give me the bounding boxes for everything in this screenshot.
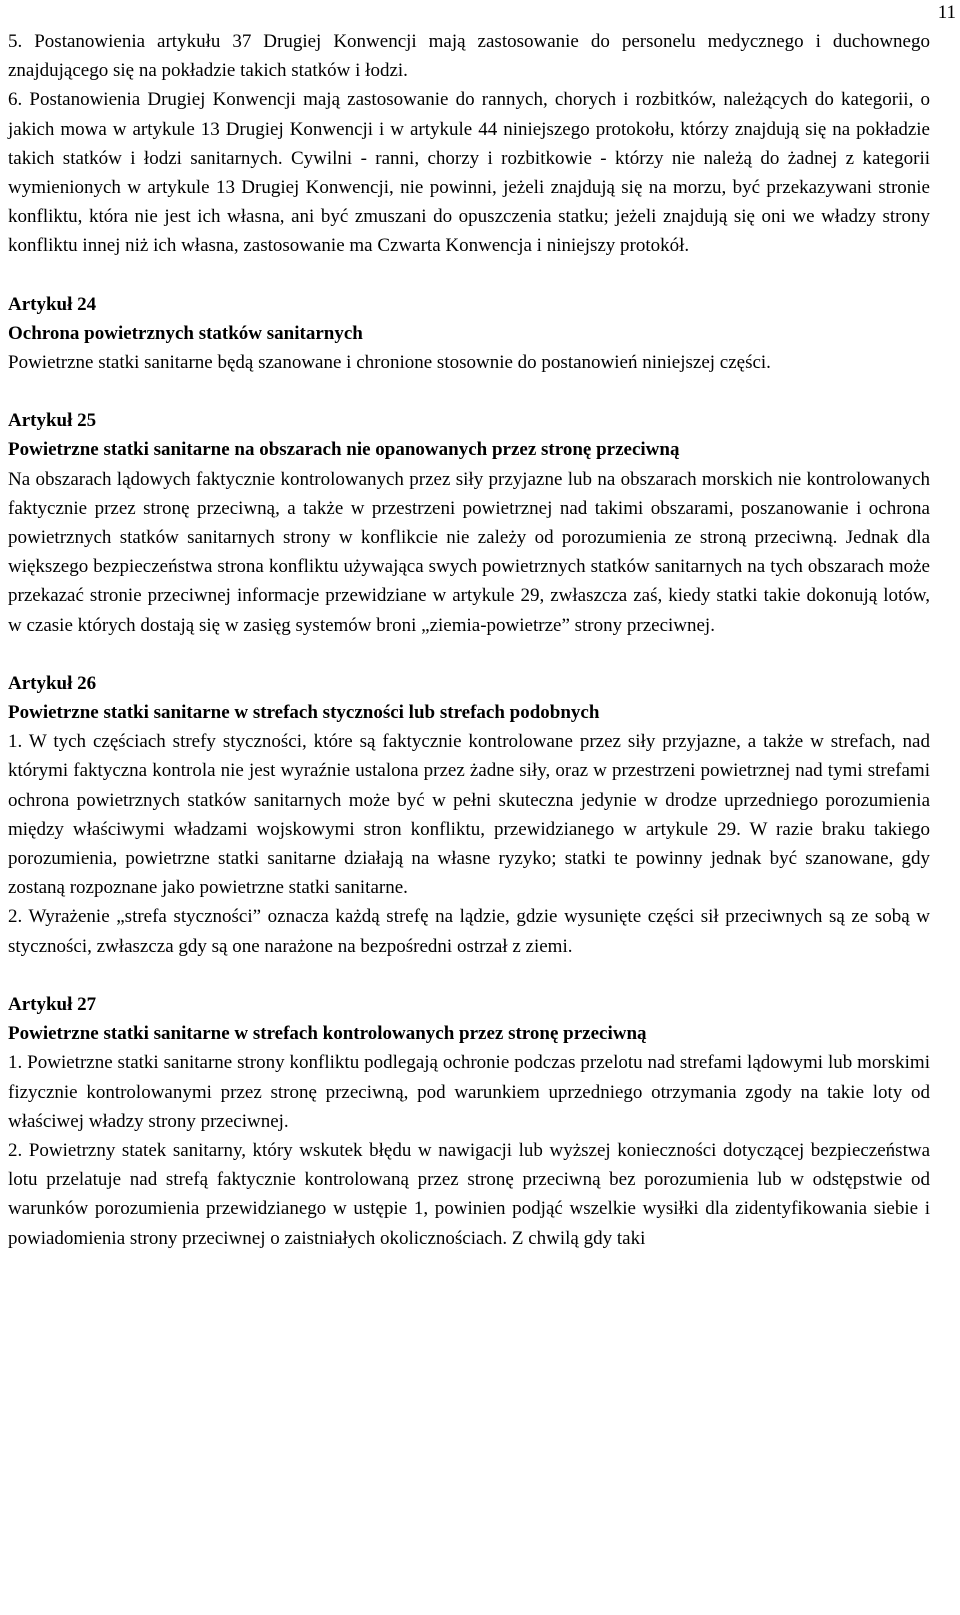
article-number: Artykuł 24 xyxy=(8,293,97,315)
article-paragraph: Na obszarach lądowych faktycznie kontrolowanych przez siły przyjazne lub na obszarach morskich nie kontrolowanych faktycznie przez stronę przeciwną, a także w przestrzeni powietrznej nad takimi obszarami, poszanowanie i ochrona powietrznych statków sanitarnych strony w konflikcie nie zależy od porozumienia ze stroną przeciwną. Jednak dla większego bezpieczeństwa strona konfliktu używająca swych powietrznych statków sanitarnych na tych obszarach może przekazać stronie przeciwnej informacje przewidziane w artykule 29, zwłaszcza zaś, kiedy statki takie dokonują lotów, w czasie których dostają się w zasięg systemów broni „ziemia-powietrze” strony przeciwnej. xyxy=(8,468,930,636)
page-number: 11 xyxy=(937,2,956,23)
article-paragraph: Powietrzne statki sanitarne będą szanowane i chronione stosownie do postanowień niniejszej części. xyxy=(8,352,771,374)
article-27 xyxy=(8,990,930,1253)
article-paragraph: 1. Powietrzne statki sanitarne strony konfliktu podlegają ochronie podczas przelotu nad strefami lądowymi lub morskimi fizycznie kontrolowanymi przez stronę przeciwną, pod warunkiem uprzedniego otrzymania zgody na takie loty od właściwej władzy strony przeciwnej. xyxy=(8,1052,930,1132)
article-title: Powietrzne statki sanitarne w strefach kontrolowanych przez stronę przeciwną xyxy=(8,1023,647,1045)
article-26 xyxy=(8,669,930,961)
article-title: Powietrzne statki sanitarne w strefach styczności lub strefach podobnych xyxy=(8,702,600,724)
article-25 xyxy=(8,406,930,640)
article-paragraph: 2. Wyrażenie „strefa styczności” oznacza każdą strefę na lądzie, gdzie wysunięte części sił przeciwnych są ze sobą w styczności, zwłaszcza gdy są one narażone na bezpośredni ostrzał z ziemi. xyxy=(8,906,930,957)
article-title: Powietrzne statki sanitarne na obszarach nie opanowanych przez stronę przeciwną xyxy=(8,439,680,461)
document-body xyxy=(8,27,930,1253)
paragraph-6: 6. Postanowienia Drugiej Konwencji mają zastosowanie do rannych, chorych i rozbitków, należących do kategorii, o jakich mowa w artykule 13 Drugiej Konwencji i w artykule 44 niniejszego protokołu, którzy znajdują się na pokładzie takich statków i łodzi sanitarnych. Cywilni - ranni, chorzy i rozbitkowie - którzy nie należą do żadnej z kategorii wymienionych w artykule 13 Drugiej Konwencji, nie powinni, jeżeli znajdują się na morzu, być przekazywani stronie konfliktu, która nie jest ich własna, ani być zmuszani do opuszczenia statku; jeżeli znajdują się oni we władzy strony konfliktu innej niż ich własna, zastosowanie ma Czwarta Konwencja i niniejszy protokół. xyxy=(8,89,930,257)
article-paragraph: 1. W tych częściach strefy styczności, które są faktycznie kontrolowane przez siły przyjazne, a także w strefach, nad którymi faktyczna kontrola nie jest wyraźnie ustalona przez żadne siły, oraz w przestrzeni powietrznej nad tymi strefami ochrona powietrznych statków sanitarnych może być w pełni skuteczna jedynie w drodze uprzedniego porozumienia między właściwymi władzami wojskowymi stron konfliktu, przewidzianego w artykule 29. W razie braku takiego porozumienia, powietrzne statki sanitarne działają na własne ryzyko; statki te powinny jednak być szanowane, gdy zostaną rozpoznane jako powietrzne statki sanitarne. xyxy=(8,731,930,899)
article-paragraph: 2. Powietrzny statek sanitarny, który wskutek błędu w nawigacji lub wyższej konieczności dotyczącej bezpieczeństwa lotu przelatuje nad strefą faktycznie kontrolowaną przez stronę przeciwną bez porozumienia lub w odstępstwie od warunków porozumienia przewidzianego w ustępie 1, powinien podjąć wszelkie wysiłki dla zidentyfikowania siebie i powiadomienia strony przeciwnej o zaistniałych okolicznościach. Z chwilą gdy taki xyxy=(8,1139,930,1249)
article-title: Ochrona powietrznych statków sanitarnych xyxy=(8,322,363,344)
article-number: Artykuł 25 xyxy=(8,410,97,432)
paragraph-5: 5. Postanowienia artykułu 37 Drugiej Konwencji mają zastosowanie do personelu medycznego i duchownego znajdującego się na pokładzie takich statków i łodzi. xyxy=(8,31,930,82)
article-number: Artykuł 27 xyxy=(8,993,97,1015)
article-24 xyxy=(8,290,930,378)
article-number: Artykuł 26 xyxy=(8,672,97,694)
